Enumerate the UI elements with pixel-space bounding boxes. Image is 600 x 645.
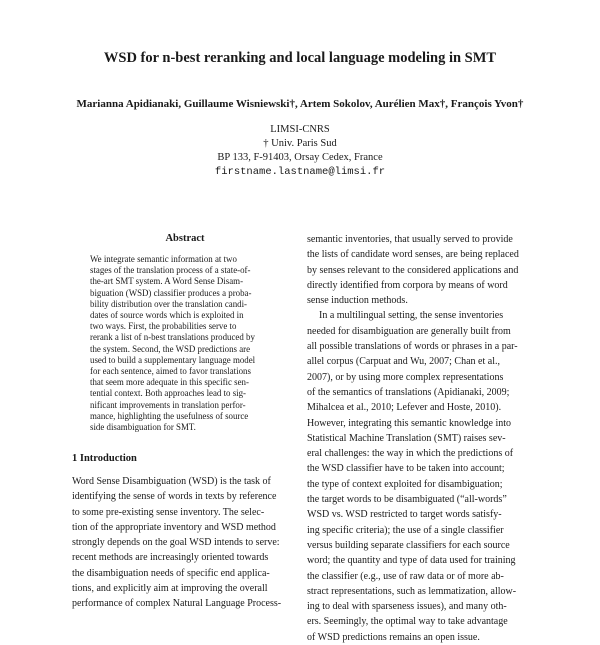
affiliation-line: BP 133, F-91403, Orsay Cedex, France — [217, 152, 383, 163]
text-line: semantic inventories, that usually served to provide — [307, 234, 513, 245]
affiliation-block — [0, 123, 600, 179]
text-line: strongly depends on the goal WSD intends to serve: — [72, 537, 280, 549]
text-line: rerank a list of n-best translations produced by — [90, 332, 255, 343]
text-line: for each sentence, aimed to favor translations — [90, 366, 251, 377]
affiliation-line: LIMSI-CNRS — [270, 124, 330, 135]
abstract-body — [90, 254, 283, 433]
text-line: used to build a supplementary language model — [90, 354, 256, 365]
text-line: ers. Seemingly, the optimal way to take advantage — [307, 616, 508, 628]
text-line: We integrate semantic information at two — [90, 254, 237, 264]
text-line: directly identified from corpora by means of word — [307, 279, 508, 291]
text-line: two ways. First, the probabilities serve to — [90, 321, 237, 332]
text-line: of WSD predictions remains an open issue. — [307, 631, 480, 643]
introduction-body — [72, 474, 298, 612]
text-line: eral challenges: the way in which the predictions of — [307, 448, 514, 460]
text-line: the system. Second, the WSD predictions are — [90, 343, 251, 354]
text-line: Statistical Machine Translation (SMT) raises sev- — [307, 432, 506, 444]
right-column-body — [307, 232, 533, 645]
paper-title: WSD for n-best reranking and local language modeling in SMT — [103, 50, 497, 66]
text-line: recent methods are increasingly oriented towards — [72, 552, 269, 564]
text-line: of the semantics of translations (Apidianaki, 2009; — [307, 386, 510, 398]
text-line: the disambiguation needs of specific end applica- — [72, 567, 270, 579]
text-line: Word Sense Disambiguation (WSD) is the task of — [72, 476, 271, 487]
text-line: sense induction methods. — [307, 295, 408, 307]
abstract-heading: Abstract — [165, 233, 205, 244]
text-line: In a multilingual setting, the sense inventories — [319, 310, 504, 322]
section-heading: 1 Introduction — [72, 453, 137, 464]
text-line: the classifier (e.g., use of raw data or of more ab- — [307, 570, 504, 582]
text-line: side disambiguation for SMT. — [90, 422, 196, 433]
text-line: versus building separate classifiers for each source — [307, 539, 510, 551]
text-line: needed for disambiguation are generally built from — [307, 325, 511, 337]
text-line: the WSD classifier have to be taken into account; — [307, 463, 505, 475]
text-line: the type of context exploited for disambiguation; — [307, 478, 503, 490]
text-line: word; the quantity and type of data used for training — [307, 555, 516, 567]
text-line: identifying the sense of words in texts by reference — [72, 491, 277, 503]
text-line: the-art SMT system. A Word Sense Disam- — [90, 276, 244, 287]
text-line: to some pre-existing sense inventory. The selec- — [72, 506, 265, 518]
text-line: allel corpus (Carpuat and Wu, 2007; Chan et al., — [307, 356, 500, 368]
text-line: nificant improvements in translation perfor- — [90, 399, 246, 410]
text-line: by senses relevant to the considered applications and — [307, 264, 519, 276]
author-list: Marianna Apidianaki, Guillaume Wisniewski†, Artem Sokolov, Aurélien Max†, François Yvon† — [76, 98, 524, 110]
text-line: dates of source words which is exploited in — [90, 310, 244, 321]
text-line: ing to deal with sparseness issues), and many oth- — [307, 601, 507, 613]
email-address: firstname.lastname@limsi.fr — [214, 166, 386, 178]
text-line: all possible translations of words or phrases in a par- — [307, 341, 518, 353]
text-line: the target words to be disambiguated (“all-words” — [307, 494, 507, 506]
text-line: biguation (WSD) classifier produces a proba- — [90, 287, 252, 298]
text-line: tion of the appropriate inventory and WSD method — [72, 521, 276, 533]
text-line: tential context. Both approaches lead to sig- — [90, 388, 247, 399]
affiliation-line: † Univ. Paris Sud — [263, 138, 337, 149]
text-line: Mihalcea et al., 2010; Lefever and Hoste, 2010). — [307, 402, 502, 414]
text-line: that seem more adequate in this specific sen- — [90, 377, 249, 388]
text-line: bility distribution over the translation candi- — [90, 298, 248, 309]
text-line: mance, highlighting the usefulness of source — [90, 410, 249, 421]
text-line: performance of complex Natural Language Process- — [72, 598, 282, 610]
text-line: stages of the translation process of a state-of- — [90, 265, 251, 276]
text-line: However, integrating this semantic knowledge into — [307, 417, 511, 429]
text-line: the lists of candidate word senses, are being replaced — [307, 249, 519, 261]
text-line: WSD vs. WSD restricted to target words satisfy- — [307, 509, 502, 521]
text-line: 2007), or by using more complex representations — [307, 371, 504, 383]
text-line: ing specific criteria); the use of a single classifier — [307, 524, 504, 536]
text-line: tions, and explicitly aim at improving the overall — [72, 583, 268, 595]
text-line: stract representations, such as lemmatization, allow- — [307, 585, 517, 597]
